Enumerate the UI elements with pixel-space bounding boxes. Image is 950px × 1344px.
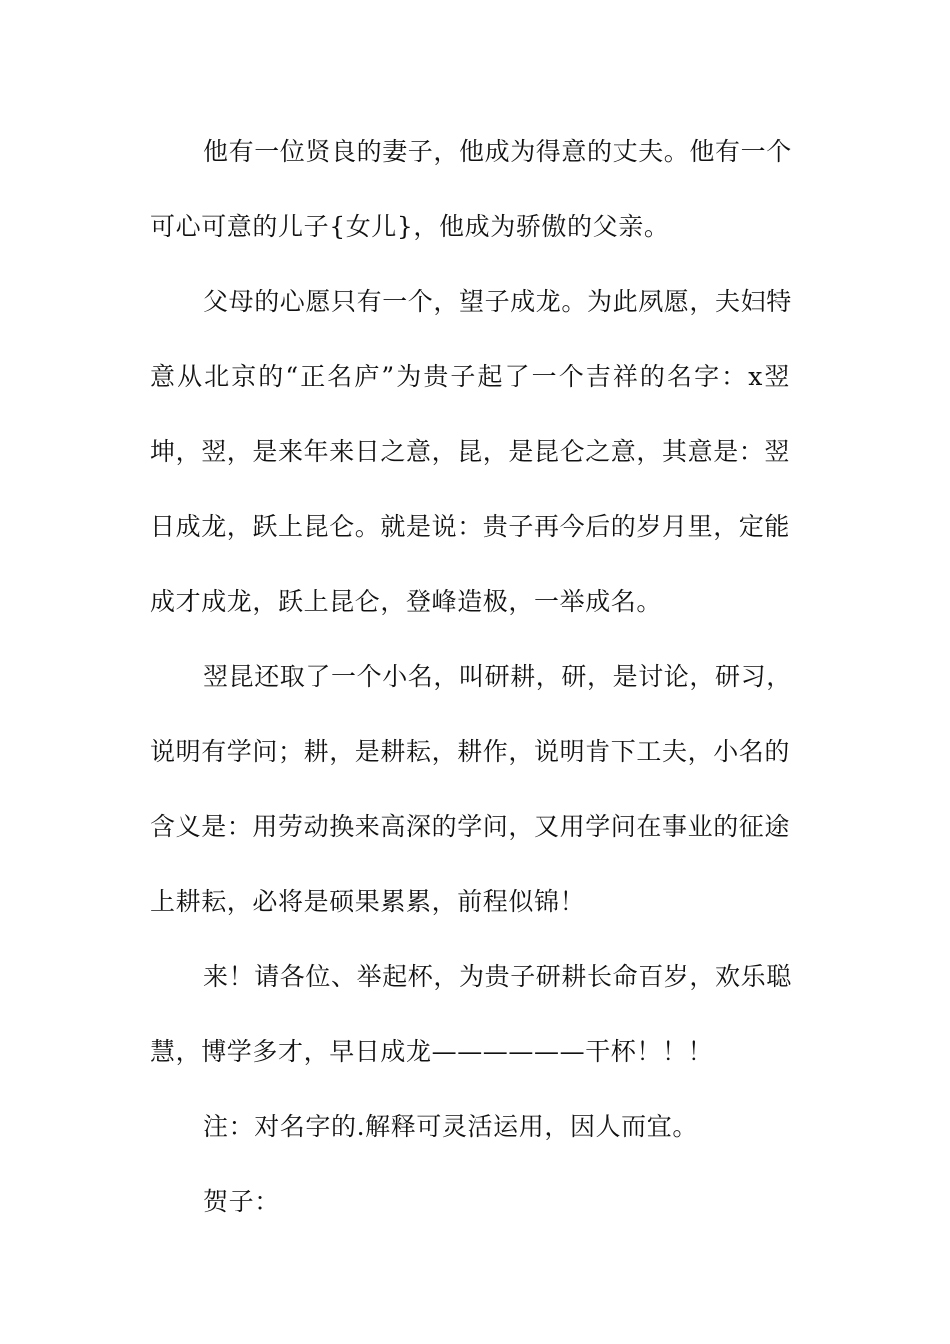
paragraph-1-line-2: 可心可意的儿子{女儿}，他成为骄傲的父亲。 [150, 212, 670, 241]
paragraph-3-line-1: 翌昆还取了一个小名，叫研耕，研，是讨论，研习， [203, 662, 792, 691]
paragraph-1-line-1: 他有一位贤良的妻子，他成为得意的丈夫。他有一个 [203, 137, 792, 166]
paragraph-2-line-5: 成才成龙，跃上昆仑，登峰造极，一举成名。 [150, 587, 663, 616]
paragraph-2-line-1: 父母的心愿只有一个，望子成龙。为此夙愿，夫妇特 [203, 287, 792, 316]
paragraph-2-line-2: 意从北京的“正名庐”为贵子起了一个吉祥的名字：x翌 [150, 362, 790, 391]
paragraph-4-line-2: 慧，博学多才，早日成龙——————干杯！！！ [150, 1037, 714, 1066]
paragraph-3-line-2: 说明有学问；耕，是耕耘，耕作，说明肯下工夫，小名的 [150, 737, 791, 766]
paragraph-2-line-3: 坤，翌，是来年来日之意，昆，是昆仑之意，其意是：翌 [150, 437, 791, 466]
paragraph-3-line-4: 上耕耘，必将是硕果累累，前程似锦！ [150, 887, 586, 916]
note-line: 注：对名字的.解释可灵活运用，因人而宜。 [203, 1112, 698, 1141]
paragraph-3-line-3: 含义是：用劳动换来高深的学问，又用学问在事业的征途 [150, 812, 791, 841]
congrats-heading: 贺子： [203, 1187, 280, 1216]
paragraph-4-line-1: 来！请各位、举起杯，为贵子研耕长命百岁，欢乐聪 [203, 962, 792, 991]
paragraph-2-line-4: 日成龙，跃上昆仑。就是说：贵子再今后的岁月里，定能 [150, 512, 791, 541]
